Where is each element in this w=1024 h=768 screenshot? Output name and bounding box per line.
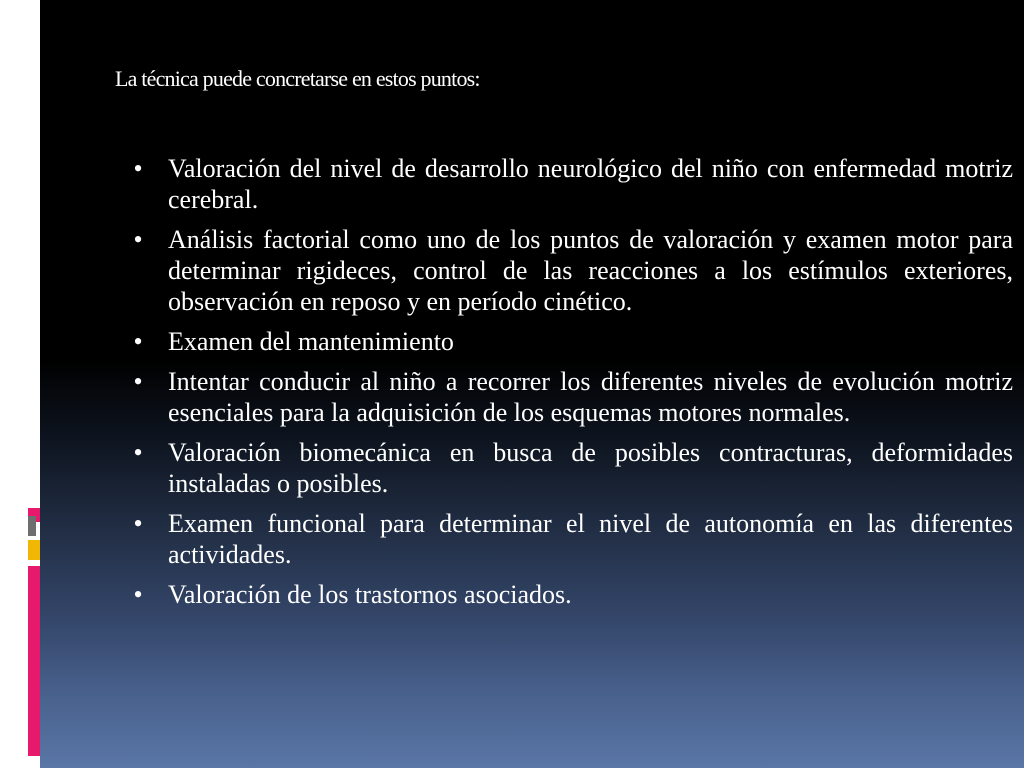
bullet-icon: • (133, 367, 143, 396)
bullet-item (133, 366, 1013, 428)
bullet-icon: • (133, 154, 143, 183)
bullet-list (133, 153, 1013, 619)
decorative-side-strip (0, 0, 40, 768)
bullet-text: Análisis factorial como uno de los puntos de valoración y examen motor para determinar rigideces, control de las reacciones a los estímulos exteriores, observación en reposo y en período cinético. (168, 225, 1013, 316)
bullet-item (133, 153, 1013, 215)
decorative-bar (31, 0, 40, 160)
bullet-text: Valoración del nivel de desarrollo neurológico del niño con enfermedad motriz cerebral. (168, 154, 1013, 214)
bullet-item (133, 437, 1013, 499)
bullet-item (133, 579, 1013, 610)
bullet-text: Intentar conducir al niño a recorrer los diferentes niveles de evolución motriz esenciales para la adquisición de los esquemas motores normales. (168, 367, 1013, 427)
bullet-text: Valoración biomecánica en busca de posibles contracturas, deformidades instaladas o posibles. (168, 438, 1013, 498)
decorative-bar (23, 0, 27, 96)
bullet-icon: • (133, 327, 143, 356)
bullet-icon: • (133, 225, 143, 254)
decorative-bar (23, 108, 27, 162)
bullet-item (133, 326, 1013, 357)
bullet-icon: • (133, 580, 143, 609)
bullet-text: Valoración de los trastornos asociados. (168, 580, 572, 609)
bullet-text: Examen del mantenimiento (168, 327, 454, 356)
bullet-text: Examen funcional para determinar el nivel de autonomía en las diferentes actividades. (168, 509, 1013, 569)
slide-title: La técnica puede concretarse en estos puntos: (115, 66, 480, 91)
bullet-item (133, 508, 1013, 570)
accent-bar-gray (28, 516, 36, 536)
bullet-icon: • (133, 509, 143, 538)
bullet-icon: • (133, 438, 143, 467)
accent-bar-magenta-long (28, 566, 40, 756)
bullet-item (133, 224, 1013, 317)
accent-bar-yellow (28, 540, 40, 560)
